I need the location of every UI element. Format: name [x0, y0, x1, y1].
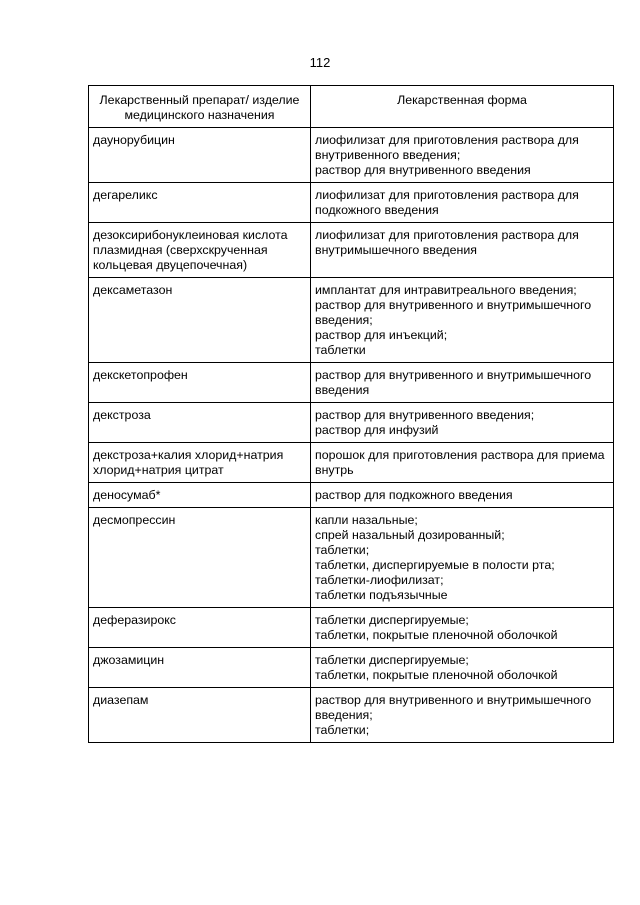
- dosage-form-cell: [311, 278, 614, 363]
- dosage-form-cell: [311, 363, 614, 403]
- table-body: [89, 128, 614, 743]
- dosage-form-cell: [311, 183, 614, 223]
- dosage-form-line: лиофилизат для приготовления раствора для внутримышечного введения: [315, 228, 579, 257]
- drug-name-cell: дегареликс: [89, 183, 311, 223]
- table-row: [89, 608, 614, 648]
- dosage-form-line: спрей назальный дозированный;: [315, 528, 505, 542]
- table-row: [89, 363, 614, 403]
- drug-name-cell: деносумаб*: [89, 483, 311, 508]
- dosage-form-line: таблетки, покрытые пленочной оболочкой: [315, 628, 558, 642]
- dosage-form-cell: [311, 443, 614, 483]
- dosage-form-cell: [311, 403, 614, 443]
- drug-name-cell: джозамицин: [89, 648, 311, 688]
- dosage-form-line: раствор для инфузий: [315, 423, 439, 437]
- table-row: [89, 223, 614, 278]
- dosage-form-cell: [311, 648, 614, 688]
- table-row: [89, 183, 614, 223]
- dosage-form-line: таблетки: [315, 343, 366, 357]
- dosage-form-line: имплантат для интравитреального введения;: [315, 283, 577, 297]
- table-row: [89, 648, 614, 688]
- drug-name-cell: дексаметазон: [89, 278, 311, 363]
- dosage-form-line: капли назальные;: [315, 513, 418, 527]
- dosage-form-line: раствор для внутривенного и внутримышечного введения: [315, 368, 592, 397]
- dosage-form-line: раствор для внутривенного введения: [315, 163, 531, 177]
- dosage-form-line: раствор для инъекций;: [315, 328, 448, 342]
- dosage-form-cell: [311, 223, 614, 278]
- drug-column-header: Лекарственный препарат/ изделие медицинского назначения: [89, 86, 311, 128]
- form-column-header: Лекарственная форма: [311, 86, 614, 128]
- table-row: [89, 443, 614, 483]
- drug-name-cell: декстроза+калия хлорид+натрия хлорид+натрия цитрат: [89, 443, 311, 483]
- table-row: [89, 508, 614, 608]
- table-header-row: [89, 86, 614, 128]
- dosage-form-line: раствор для внутривенного и внутримышечного введения;: [315, 693, 592, 722]
- drug-name-cell: декстроза: [89, 403, 311, 443]
- dosage-form-line: таблетки;: [315, 723, 370, 737]
- dosage-form-line: раствор для подкожного введения: [315, 488, 513, 502]
- dosage-form-cell: [311, 608, 614, 648]
- drug-name-cell: деферазирокс: [89, 608, 311, 648]
- page-number: 112: [309, 55, 331, 70]
- dosage-form-line: раствор для внутривенного введения;: [315, 408, 535, 422]
- dosage-form-cell: [311, 508, 614, 608]
- dosage-form-line: лиофилизат для приготовления раствора для подкожного введения: [315, 188, 579, 217]
- dosage-form-line: таблетки, покрытые пленочной оболочкой: [315, 668, 558, 682]
- dosage-form-line: таблетки;: [315, 543, 370, 557]
- dosage-form-cell: [311, 688, 614, 743]
- table-row: [89, 128, 614, 183]
- dosage-form-line: таблетки-лиофилизат;: [315, 573, 444, 587]
- dosage-form-cell: [311, 483, 614, 508]
- table-row: [89, 278, 614, 363]
- dosage-form-line: таблетки диспергируемые;: [315, 613, 469, 627]
- dosage-form-line: таблетки, диспергируемые в полости рта;: [315, 558, 555, 572]
- drug-name-cell: декскетопрофен: [89, 363, 311, 403]
- dosage-form-cell: [311, 128, 614, 183]
- drug-name-cell: дезоксирибонуклеиновая кислота плазмидная (сверхскрученная кольцевая двуцепочечная): [89, 223, 311, 278]
- drug-name-cell: даунорубицин: [89, 128, 311, 183]
- table-row: [89, 403, 614, 443]
- table-row: [89, 688, 614, 743]
- dosage-form-line: порошок для приготовления раствора для приема внутрь: [315, 448, 605, 477]
- dosage-form-line: таблетки подъязычные: [315, 588, 448, 602]
- dosage-form-line: лиофилизат для приготовления раствора для внутривенного введения;: [315, 133, 579, 162]
- table-row: [89, 483, 614, 508]
- dosage-form-line: раствор для внутривенного и внутримышечного введения;: [315, 298, 592, 327]
- drug-name-cell: десмопрессин: [89, 508, 311, 608]
- drug-table: [88, 85, 614, 743]
- drug-name-cell: диазепам: [89, 688, 311, 743]
- dosage-form-line: таблетки диспергируемые;: [315, 653, 469, 667]
